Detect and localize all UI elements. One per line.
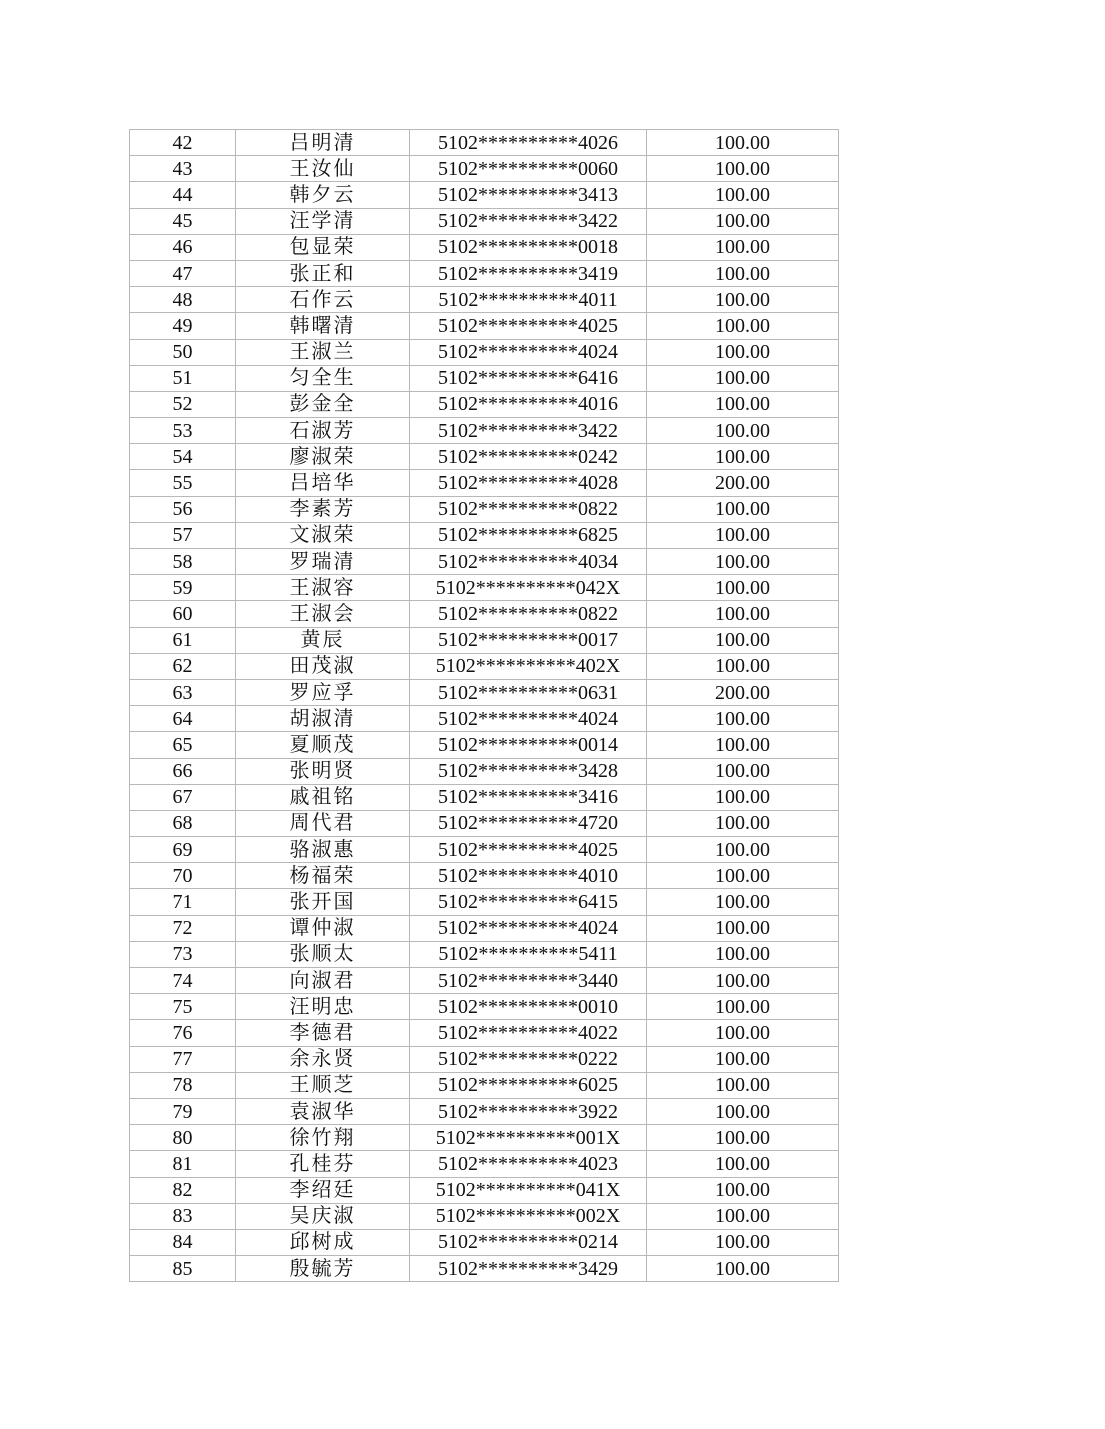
row-number-cell: 85 (130, 1256, 236, 1282)
row-number-cell: 53 (130, 418, 236, 444)
table-row (130, 522, 839, 548)
name-cell: 李素芳 (236, 496, 410, 522)
amount-cell: 200.00 (647, 470, 839, 496)
table-row (130, 130, 839, 156)
id-number-cell: 5102**********3429 (410, 1256, 647, 1282)
amount-cell: 100.00 (647, 1125, 839, 1151)
row-number-cell: 65 (130, 732, 236, 758)
table-row (130, 1151, 839, 1177)
id-number-cell: 5102**********0018 (410, 234, 647, 260)
name-cell: 石淑芳 (236, 418, 410, 444)
table-row (130, 653, 839, 679)
name-cell: 韩曙清 (236, 313, 410, 339)
amount-cell: 100.00 (647, 575, 839, 601)
row-number-cell: 70 (130, 863, 236, 889)
name-cell: 余永贤 (236, 1046, 410, 1072)
table-row (130, 1072, 839, 1098)
table-row (130, 1046, 839, 1072)
id-number-cell: 5102**********4024 (410, 915, 647, 941)
name-cell: 周代君 (236, 810, 410, 836)
name-cell: 张顺太 (236, 941, 410, 967)
name-cell: 骆淑惠 (236, 837, 410, 863)
row-number-cell: 67 (130, 784, 236, 810)
name-cell: 文淑荣 (236, 522, 410, 548)
row-number-cell: 75 (130, 994, 236, 1020)
name-cell: 王汝仙 (236, 156, 410, 182)
name-cell: 韩夕云 (236, 182, 410, 208)
id-number-cell: 5102**********3422 (410, 208, 647, 234)
id-number-cell: 5102**********4028 (410, 470, 647, 496)
id-number-cell: 5102**********4011 (410, 287, 647, 313)
name-cell: 石作云 (236, 287, 410, 313)
id-number-cell: 5102**********5411 (410, 941, 647, 967)
id-number-cell: 5102**********3413 (410, 182, 647, 208)
table-row (130, 1125, 839, 1151)
row-number-cell: 68 (130, 810, 236, 836)
name-cell: 包显荣 (236, 234, 410, 260)
id-number-cell: 5102**********0242 (410, 444, 647, 470)
table-row (130, 627, 839, 653)
table-row (130, 313, 839, 339)
id-number-cell: 5102**********042X (410, 575, 647, 601)
amount-cell: 100.00 (647, 496, 839, 522)
name-cell: 李绍廷 (236, 1177, 410, 1203)
name-cell: 廖淑荣 (236, 444, 410, 470)
amount-cell: 100.00 (647, 444, 839, 470)
id-number-cell: 5102**********0014 (410, 732, 647, 758)
amount-cell: 100.00 (647, 130, 839, 156)
amount-cell: 100.00 (647, 837, 839, 863)
amount-cell: 100.00 (647, 863, 839, 889)
amount-cell: 100.00 (647, 889, 839, 915)
amount-cell: 100.00 (647, 627, 839, 653)
id-number-cell: 5102**********0060 (410, 156, 647, 182)
id-number-cell: 5102**********4022 (410, 1020, 647, 1046)
amount-cell: 100.00 (647, 208, 839, 234)
table-row (130, 758, 839, 784)
row-number-cell: 56 (130, 496, 236, 522)
table-row (130, 365, 839, 391)
row-number-cell: 57 (130, 522, 236, 548)
row-number-cell: 42 (130, 130, 236, 156)
amount-cell: 100.00 (647, 234, 839, 260)
name-cell: 汪学清 (236, 208, 410, 234)
table-row (130, 1020, 839, 1046)
id-number-cell: 5102**********0822 (410, 601, 647, 627)
table-row (130, 208, 839, 234)
id-number-cell: 5102**********0010 (410, 994, 647, 1020)
table-body (130, 130, 839, 1282)
row-number-cell: 60 (130, 601, 236, 627)
row-number-cell: 81 (130, 1151, 236, 1177)
name-cell: 吴庆淑 (236, 1203, 410, 1229)
row-number-cell: 61 (130, 627, 236, 653)
id-number-cell: 5102**********0822 (410, 496, 647, 522)
row-number-cell: 74 (130, 968, 236, 994)
row-number-cell: 47 (130, 260, 236, 286)
amount-cell: 100.00 (647, 810, 839, 836)
name-cell: 黄辰 (236, 627, 410, 653)
row-number-cell: 69 (130, 837, 236, 863)
id-number-cell: 5102**********4034 (410, 549, 647, 575)
table-row (130, 182, 839, 208)
table-row (130, 601, 839, 627)
amount-cell: 100.00 (647, 706, 839, 732)
row-number-cell: 49 (130, 313, 236, 339)
amount-cell: 100.00 (647, 1072, 839, 1098)
row-number-cell: 63 (130, 679, 236, 705)
row-number-cell: 43 (130, 156, 236, 182)
name-cell: 袁淑华 (236, 1098, 410, 1124)
amount-cell: 100.00 (647, 182, 839, 208)
id-number-cell: 5102**********0017 (410, 627, 647, 653)
amount-cell: 100.00 (647, 549, 839, 575)
id-number-cell: 5102**********0222 (410, 1046, 647, 1072)
row-number-cell: 52 (130, 391, 236, 417)
name-cell: 邱树成 (236, 1229, 410, 1255)
table-row (130, 1203, 839, 1229)
id-number-cell: 5102**********4025 (410, 837, 647, 863)
amount-cell: 100.00 (647, 418, 839, 444)
name-cell: 吕明清 (236, 130, 410, 156)
table-row (130, 234, 839, 260)
name-cell: 罗瑞清 (236, 549, 410, 575)
name-cell: 孔桂芬 (236, 1151, 410, 1177)
id-number-cell: 5102**********0631 (410, 679, 647, 705)
name-cell: 王顺芝 (236, 1072, 410, 1098)
name-cell: 向淑君 (236, 968, 410, 994)
amount-cell: 100.00 (647, 260, 839, 286)
row-number-cell: 78 (130, 1072, 236, 1098)
table-row (130, 496, 839, 522)
row-number-cell: 84 (130, 1229, 236, 1255)
name-cell: 匀全生 (236, 365, 410, 391)
id-number-cell: 5102**********041X (410, 1177, 647, 1203)
id-number-cell: 5102**********4026 (410, 130, 647, 156)
id-number-cell: 5102**********002X (410, 1203, 647, 1229)
id-number-cell: 5102**********3422 (410, 418, 647, 444)
table-row (130, 784, 839, 810)
table-row (130, 1177, 839, 1203)
id-number-cell: 5102**********001X (410, 1125, 647, 1151)
row-number-cell: 80 (130, 1125, 236, 1151)
amount-cell: 100.00 (647, 287, 839, 313)
row-number-cell: 50 (130, 339, 236, 365)
row-number-cell: 76 (130, 1020, 236, 1046)
row-number-cell: 58 (130, 549, 236, 575)
amount-cell: 100.00 (647, 1256, 839, 1282)
row-number-cell: 45 (130, 208, 236, 234)
table-row (130, 679, 839, 705)
table-row (130, 287, 839, 313)
name-cell: 李德君 (236, 1020, 410, 1046)
table-row (130, 1098, 839, 1124)
amount-cell: 100.00 (647, 1229, 839, 1255)
name-cell: 殷毓芳 (236, 1256, 410, 1282)
amount-cell: 100.00 (647, 156, 839, 182)
amount-cell: 100.00 (647, 732, 839, 758)
table-row (130, 1256, 839, 1282)
table-row (130, 470, 839, 496)
amount-cell: 100.00 (647, 941, 839, 967)
name-cell: 王淑兰 (236, 339, 410, 365)
name-cell: 戚祖铭 (236, 784, 410, 810)
row-number-cell: 46 (130, 234, 236, 260)
row-number-cell: 71 (130, 889, 236, 915)
row-number-cell: 73 (130, 941, 236, 967)
row-number-cell: 72 (130, 915, 236, 941)
row-number-cell: 55 (130, 470, 236, 496)
id-number-cell: 5102**********3440 (410, 968, 647, 994)
table-row (130, 339, 839, 365)
amount-cell: 100.00 (647, 522, 839, 548)
name-cell: 王淑会 (236, 601, 410, 627)
table-row (130, 863, 839, 889)
table-row (130, 1229, 839, 1255)
id-number-cell: 5102**********4010 (410, 863, 647, 889)
table-row (130, 994, 839, 1020)
amount-cell: 100.00 (647, 1046, 839, 1072)
name-cell: 杨福荣 (236, 863, 410, 889)
table-row (130, 732, 839, 758)
id-number-cell: 5102**********6025 (410, 1072, 647, 1098)
amount-cell: 100.00 (647, 391, 839, 417)
row-number-cell: 59 (130, 575, 236, 601)
amount-cell: 100.00 (647, 1203, 839, 1229)
id-number-cell: 5102**********4024 (410, 339, 647, 365)
row-number-cell: 77 (130, 1046, 236, 1072)
row-number-cell: 64 (130, 706, 236, 732)
amount-cell: 100.00 (647, 758, 839, 784)
id-number-cell: 5102**********6416 (410, 365, 647, 391)
row-number-cell: 83 (130, 1203, 236, 1229)
amount-cell: 200.00 (647, 679, 839, 705)
table-row (130, 706, 839, 732)
id-number-cell: 5102**********3419 (410, 260, 647, 286)
id-number-cell: 5102**********0214 (410, 1229, 647, 1255)
table-row (130, 968, 839, 994)
id-number-cell: 5102**********4023 (410, 1151, 647, 1177)
name-cell: 徐竹翔 (236, 1125, 410, 1151)
row-number-cell: 44 (130, 182, 236, 208)
table-row (130, 941, 839, 967)
name-cell: 谭仲淑 (236, 915, 410, 941)
name-cell: 张明贤 (236, 758, 410, 784)
id-number-cell: 5102**********4720 (410, 810, 647, 836)
row-number-cell: 82 (130, 1177, 236, 1203)
amount-cell: 100.00 (647, 1177, 839, 1203)
row-number-cell: 79 (130, 1098, 236, 1124)
id-number-cell: 5102**********6415 (410, 889, 647, 915)
amount-cell: 100.00 (647, 365, 839, 391)
id-number-cell: 5102**********4025 (410, 313, 647, 339)
row-number-cell: 51 (130, 365, 236, 391)
name-cell: 胡淑清 (236, 706, 410, 732)
row-number-cell: 48 (130, 287, 236, 313)
amount-cell: 100.00 (647, 1098, 839, 1124)
name-cell: 张开国 (236, 889, 410, 915)
table-row (130, 260, 839, 286)
row-number-cell: 54 (130, 444, 236, 470)
table-row (130, 837, 839, 863)
id-number-cell: 5102**********4024 (410, 706, 647, 732)
id-number-cell: 5102**********6825 (410, 522, 647, 548)
name-cell: 彭金全 (236, 391, 410, 417)
amount-cell: 100.00 (647, 653, 839, 679)
table-row (130, 915, 839, 941)
amount-cell: 100.00 (647, 784, 839, 810)
amount-cell: 100.00 (647, 313, 839, 339)
id-number-cell: 5102**********4016 (410, 391, 647, 417)
id-number-cell: 5102**********402X (410, 653, 647, 679)
amount-cell: 100.00 (647, 1020, 839, 1046)
table-row (130, 156, 839, 182)
table-row (130, 889, 839, 915)
amount-cell: 100.00 (647, 339, 839, 365)
name-cell: 吕培华 (236, 470, 410, 496)
id-number-cell: 5102**********3428 (410, 758, 647, 784)
row-number-cell: 66 (130, 758, 236, 784)
table-row (130, 391, 839, 417)
name-cell: 王淑容 (236, 575, 410, 601)
table-row (130, 549, 839, 575)
amount-cell: 100.00 (647, 994, 839, 1020)
amount-cell: 100.00 (647, 601, 839, 627)
amount-cell: 100.00 (647, 1151, 839, 1177)
row-number-cell: 62 (130, 653, 236, 679)
table-row (130, 418, 839, 444)
amount-cell: 100.00 (647, 968, 839, 994)
name-cell: 张正和 (236, 260, 410, 286)
name-cell: 罗应孚 (236, 679, 410, 705)
table-row (130, 444, 839, 470)
id-number-cell: 5102**********3922 (410, 1098, 647, 1124)
name-cell: 田茂淑 (236, 653, 410, 679)
payment-table (129, 129, 839, 1282)
amount-cell: 100.00 (647, 915, 839, 941)
name-cell: 汪明忠 (236, 994, 410, 1020)
table-row (130, 575, 839, 601)
table-row (130, 810, 839, 836)
id-number-cell: 5102**********3416 (410, 784, 647, 810)
name-cell: 夏顺茂 (236, 732, 410, 758)
